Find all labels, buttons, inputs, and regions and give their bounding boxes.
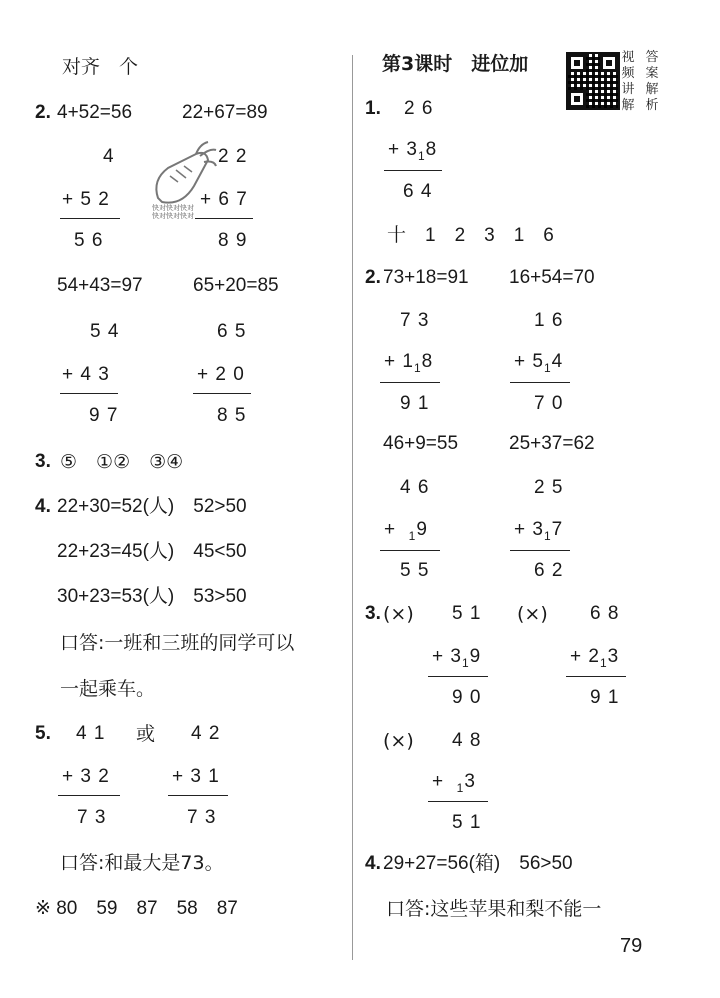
vertical-result: 9 1 bbox=[590, 687, 620, 708]
equation: 46+9=55 bbox=[383, 433, 459, 454]
equation: 22+67=89 bbox=[182, 102, 268, 123]
question-2-number: 2. bbox=[365, 267, 381, 288]
oral-answer: 口答:一班和三班的同学可以 bbox=[60, 632, 295, 654]
equation-line: 29+27=56(箱) 56>50 bbox=[383, 853, 573, 874]
vertical-addend: + 6 7 bbox=[200, 189, 248, 210]
vertical-addend: + 3 1 bbox=[172, 766, 220, 787]
vertical-addend: + $_1$3 bbox=[432, 771, 476, 795]
question-1-number: 1. bbox=[365, 98, 381, 119]
vertical-addend: + $3_19$ bbox=[432, 646, 482, 670]
page-number: 79 bbox=[620, 935, 643, 957]
equation: 4+52=56 bbox=[57, 102, 133, 123]
vertical-addend: + 4 3 bbox=[62, 364, 110, 385]
digit-row: 十 1 2 3 1 6 bbox=[387, 225, 554, 246]
vertical-addend: + 2 0 bbox=[197, 364, 245, 385]
carrot-text: 快对快对快对 bbox=[152, 204, 194, 212]
qr-code-icon[interactable] bbox=[566, 52, 620, 110]
vertical-addend: + $3_17$ bbox=[514, 519, 564, 543]
sum-line bbox=[380, 382, 440, 383]
side-label-answer: 答案解析 bbox=[645, 50, 659, 113]
sum-line bbox=[428, 676, 488, 677]
carrot-text: 快对快对快对 bbox=[152, 212, 194, 220]
vertical-result: 6 4 bbox=[403, 181, 433, 202]
vertical-result: 7 3 bbox=[77, 807, 107, 828]
carry-digit: 1 bbox=[543, 529, 552, 543]
extra-answers: ※ 80 59 87 58 87 bbox=[35, 898, 238, 919]
vertical-result: 7 3 bbox=[187, 807, 217, 828]
vertical-result: 5 6 bbox=[74, 230, 104, 251]
vertical-addend: + $2_13$ bbox=[570, 646, 620, 670]
sum-line bbox=[428, 801, 488, 802]
question-4-number: 4. bbox=[365, 853, 381, 874]
sum-line bbox=[510, 550, 570, 551]
vertical-result: 5 1 bbox=[452, 812, 482, 833]
vertical-top: 4 6 bbox=[400, 477, 430, 498]
equation-line: 22+23=45(人) 45<50 bbox=[57, 541, 247, 562]
sum-line bbox=[60, 218, 120, 219]
vertical-result: 8 5 bbox=[217, 405, 247, 426]
sum-line bbox=[384, 170, 442, 171]
question-3-number: 3. bbox=[35, 451, 51, 472]
vertical-top: 1 6 bbox=[534, 310, 564, 331]
vertical-addend: + 3 2 bbox=[62, 766, 110, 787]
carry-digit: 1 bbox=[543, 361, 552, 375]
vertical-top: 2 2 bbox=[218, 146, 248, 167]
sum-line bbox=[193, 393, 251, 394]
vertical-top: 4 1 bbox=[76, 723, 106, 744]
equation: 73+18=91 bbox=[383, 267, 469, 288]
sum-line bbox=[566, 676, 626, 677]
wrong-mark: (×) bbox=[383, 603, 414, 625]
vertical-addend: + $5_14$ bbox=[514, 351, 564, 375]
vertical-result: 5 5 bbox=[400, 560, 430, 581]
question-2-number: 2. bbox=[35, 102, 51, 123]
carry-digit: 1 bbox=[413, 361, 422, 375]
equation-line: 30+23=53(人) 53>50 bbox=[57, 586, 247, 607]
equation: 54+43=97 bbox=[57, 275, 143, 296]
top-note: 对齐 个 bbox=[62, 56, 139, 78]
vertical-top: 6 8 bbox=[590, 603, 620, 624]
vertical-top: 2 6 bbox=[404, 98, 434, 119]
vertical-result: 7 0 bbox=[534, 393, 564, 414]
vertical-addend: + $3_18$ bbox=[388, 139, 438, 163]
side-label-video: 视频讲解 bbox=[621, 50, 635, 113]
vertical-addend: + $1_18$ bbox=[384, 351, 434, 375]
vertical-result: 8 9 bbox=[218, 230, 248, 251]
question-3-number: 3. bbox=[365, 603, 381, 624]
carry-digit: 1 bbox=[461, 656, 470, 670]
vertical-addend: + $_1$9 bbox=[384, 519, 428, 543]
vertical-addend: + 5 2 bbox=[62, 189, 110, 210]
vertical-top: 5 1 bbox=[452, 603, 482, 624]
equation: 65+20=85 bbox=[193, 275, 279, 296]
vertical-result: 9 1 bbox=[400, 393, 430, 414]
vertical-top: 4 2 bbox=[191, 723, 221, 744]
lesson-title: 第3课时 进位加 bbox=[382, 53, 529, 75]
carrot-watermark-icon bbox=[148, 140, 218, 220]
column-divider bbox=[352, 55, 353, 960]
sum-line bbox=[168, 795, 228, 796]
vertical-top: 4 8 bbox=[452, 730, 482, 751]
equation: 25+37=62 bbox=[509, 433, 595, 454]
sum-line bbox=[380, 550, 440, 551]
sum-line bbox=[58, 795, 120, 796]
question-5-number: 5. bbox=[35, 723, 51, 744]
equation-line: 22+30=52(人) 52>50 bbox=[57, 496, 247, 517]
oral-answer: 口答:和最大是73。 bbox=[60, 852, 224, 874]
oral-answer: 口答:这些苹果和梨不能一 bbox=[386, 898, 602, 920]
carry-digit: 1 bbox=[599, 656, 608, 670]
question-3-answer: ⑤ ①② ③④ bbox=[60, 451, 184, 473]
wrong-mark: (×) bbox=[517, 603, 548, 625]
vertical-top: 2 5 bbox=[534, 477, 564, 498]
vertical-top: 4 bbox=[103, 146, 115, 167]
vertical-result: 9 7 bbox=[89, 405, 119, 426]
sum-line bbox=[510, 382, 570, 383]
wrong-mark: (×) bbox=[383, 730, 414, 752]
carry-digit: 1 bbox=[456, 781, 465, 795]
vertical-result: 9 0 bbox=[452, 687, 482, 708]
vertical-result: 6 2 bbox=[534, 560, 564, 581]
carry-digit: 1 bbox=[408, 529, 417, 543]
sum-line bbox=[60, 393, 118, 394]
equation: 16+54=70 bbox=[509, 267, 595, 288]
oral-answer: 一起乘车。 bbox=[60, 678, 156, 700]
question-4-number: 4. bbox=[35, 496, 51, 517]
vertical-top: 6 5 bbox=[217, 321, 247, 342]
carry-digit: 1 bbox=[417, 149, 426, 163]
vertical-top: 7 3 bbox=[400, 310, 430, 331]
vertical-top: 5 4 bbox=[90, 321, 120, 342]
or-label: 或 bbox=[136, 723, 156, 745]
